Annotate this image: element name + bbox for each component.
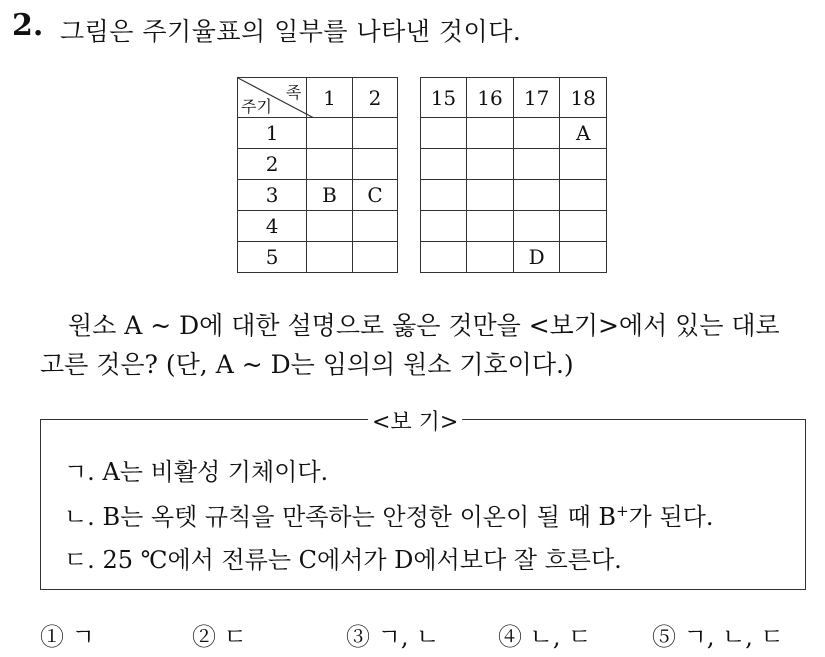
table-cell — [307, 211, 352, 242]
group-header: 17 — [513, 78, 560, 118]
table-cell — [560, 242, 607, 273]
table-row — [238, 242, 607, 273]
table-cell — [560, 211, 607, 242]
period-label: 1 — [238, 118, 307, 149]
group-header-label: 족 — [285, 83, 302, 102]
table-row — [238, 149, 607, 180]
choice-4[interactable]: ④ ㄴ, ㄷ — [498, 623, 592, 651]
table-cell — [513, 180, 560, 211]
period-header-label: 주기 — [241, 97, 272, 116]
table-cell — [420, 118, 467, 149]
table-cell: A — [560, 118, 607, 149]
choice-1[interactable]: ① ㄱ — [40, 623, 95, 651]
table-break — [398, 242, 420, 273]
table-cell — [513, 211, 560, 242]
table-cell — [352, 149, 397, 180]
table-cell — [420, 211, 467, 242]
bogi-item-2-main: ㄴ. B는 옥텟 규칙을 만족하는 안정한 이온이 될 때 B — [64, 503, 617, 531]
period-label: 4 — [238, 211, 307, 242]
table-row — [238, 180, 607, 211]
periodic-table — [237, 77, 607, 273]
table-cell — [467, 118, 514, 149]
bogi-item-2 — [64, 497, 713, 532]
table-cell — [513, 118, 560, 149]
group-header: 2 — [352, 78, 397, 118]
table-break — [398, 78, 420, 118]
table-row — [238, 211, 607, 242]
question-title: 그림은 주기율표의 일부를 나타낸 것이다. — [60, 17, 522, 46]
table-corner — [238, 78, 307, 118]
table-cell: C — [352, 180, 397, 211]
table-break — [398, 211, 420, 242]
periodic-table-grid — [237, 77, 607, 273]
table-cell — [467, 149, 514, 180]
period-label: 3 — [238, 180, 307, 211]
table-break — [398, 149, 420, 180]
table-cell — [307, 118, 352, 149]
question-number: 2. — [12, 8, 44, 43]
table-cell: B — [307, 180, 352, 211]
table-cell — [307, 242, 352, 273]
table-cell — [467, 242, 514, 273]
table-cell — [560, 180, 607, 211]
table-cell — [560, 149, 607, 180]
period-label: 5 — [238, 242, 307, 273]
table-cell — [420, 149, 467, 180]
bogi-item-2-superscript: + — [616, 502, 629, 520]
group-header: 16 — [467, 78, 514, 118]
choice-3[interactable]: ③ ㄱ, ㄴ — [346, 623, 440, 651]
bogi-title: <보 기> — [368, 405, 462, 436]
table-break — [398, 180, 420, 211]
bogi-item-2-tail: 가 된다. — [628, 503, 714, 531]
table-cell — [420, 180, 467, 211]
table-cell — [513, 149, 560, 180]
table-cell — [352, 211, 397, 242]
table-cell — [352, 118, 397, 149]
period-label: 2 — [238, 149, 307, 180]
group-header: 15 — [420, 78, 467, 118]
bogi-item-1: ㄱ. A는 비활성 기체이다. — [64, 458, 329, 486]
group-header: 18 — [560, 78, 607, 118]
bogi-item-3: ㄷ. 25 ℃에서 전류는 C에서가 D에서보다 잘 흐른다. — [64, 546, 622, 574]
table-cell — [307, 149, 352, 180]
choice-2[interactable]: ② ㄷ — [192, 623, 247, 651]
prompt-line-1: 원소 A ~ D에 대한 설명으로 옳은 것만을 <보기>에서 있는 대로 — [68, 311, 780, 340]
table-row — [238, 118, 607, 149]
group-header: 1 — [307, 78, 352, 118]
choice-5[interactable]: ⑤ ㄱ, ㄴ, ㄷ — [652, 623, 784, 651]
table-break — [398, 118, 420, 149]
table-cell — [467, 180, 514, 211]
table-cell — [420, 242, 467, 273]
table-cell — [467, 211, 514, 242]
table-cell — [352, 242, 397, 273]
prompt-line-2: 고른 것은? (단, A ~ D는 임의의 원소 기호이다.) — [40, 350, 574, 379]
table-cell: D — [513, 242, 560, 273]
